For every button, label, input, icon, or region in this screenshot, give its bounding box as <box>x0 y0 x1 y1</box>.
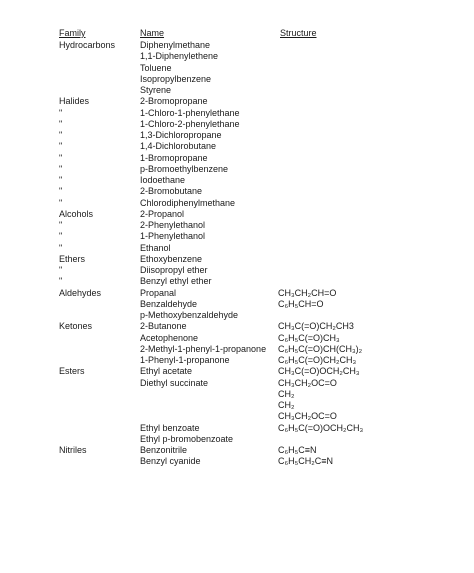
family-cell: Ketones <box>59 321 93 332</box>
name-cell: p-Bromoethylbenzene <box>140 163 229 174</box>
table-row <box>0 299 474 310</box>
family-cell: " <box>59 118 63 129</box>
name-cell: 1-Phenyl-1-propanone <box>140 355 230 365</box>
family-cell: " <box>59 186 63 197</box>
name-cell: Chlorodiphenylmethane <box>140 197 236 208</box>
table-row <box>0 355 474 366</box>
family-cell: Ethers <box>59 253 86 264</box>
name-cell: Toluene <box>140 62 172 73</box>
table-row <box>0 164 474 175</box>
name-cell: p-Methoxybenzaldehyde <box>140 310 239 320</box>
structure-cell: CH₃C(=O)OCH₂CH₃ <box>278 366 360 377</box>
name-cell: 2-Butanone <box>140 321 187 332</box>
table-row <box>0 63 474 74</box>
table-row <box>0 321 474 332</box>
family-cell: " <box>59 265 63 275</box>
name-cell: Iodoethane <box>140 175 186 185</box>
name-cell: 1-Chloro-1-phenylethane <box>140 107 240 118</box>
column-header-name: Name <box>140 28 165 38</box>
structure-cell: C₆H₅CH₂C≡N <box>278 456 333 467</box>
structure-cell: C₆H₅C(=O)OCH₂CH₃ <box>278 422 364 433</box>
name-cell: Benzyl cyanide <box>140 456 201 467</box>
structure-cell: C₆H₅C≡N <box>278 445 317 455</box>
family-cell: " <box>59 152 63 163</box>
name-cell: Isopropylbenzene <box>140 73 212 84</box>
table-row <box>0 378 474 389</box>
table-row <box>0 51 474 62</box>
name-cell: Styrene <box>140 85 172 95</box>
structure-cell: C₆H₅C(=O)CH₃ <box>278 332 340 343</box>
table-row <box>0 119 474 130</box>
table-row <box>0 333 474 344</box>
name-cell: Ethyl benzoate <box>140 422 200 433</box>
column-header-family: Family <box>59 28 86 38</box>
structure-cell: C₆H₅C(=O)CH(CH₃)₂ <box>278 343 363 354</box>
name-cell: 2-Propanol <box>140 208 185 219</box>
name-cell: Benzonitrile <box>140 445 188 455</box>
family-cell: Halides <box>59 96 90 107</box>
name-cell: Ethoxybenzene <box>140 253 203 264</box>
family-cell: " <box>59 276 63 287</box>
table-row <box>0 175 474 186</box>
family-cell: Alcohols <box>59 208 94 219</box>
table-row <box>0 389 474 400</box>
family-cell: Nitriles <box>59 445 87 455</box>
name-cell: 2-Phenylethanol <box>140 220 206 230</box>
table-row <box>0 153 474 164</box>
name-cell: Ethyl p-bromobenzoate <box>140 433 234 444</box>
name-cell: 1,1-Diphenylethene <box>140 51 219 62</box>
structure-cell: CH₂ <box>278 388 295 399</box>
name-cell: 1-Phenylethanol <box>140 231 206 242</box>
structure-cell: C₆H₅CH=O <box>278 298 324 309</box>
structure-cell: CH₃CH₂OC=O <box>278 377 337 388</box>
table-row <box>0 423 474 434</box>
family-cell: Hydrocarbons <box>59 40 116 50</box>
table-row <box>0 265 474 276</box>
table-row <box>0 310 474 321</box>
name-cell: 1-Bromopropane <box>140 152 208 163</box>
structure-cell: CH₃CH₂OC=O <box>278 411 337 422</box>
family-cell: " <box>59 175 63 185</box>
family-cell: " <box>59 242 63 253</box>
table-row <box>0 198 474 209</box>
name-cell: Propanal <box>140 287 177 298</box>
table-row <box>0 141 474 152</box>
name-cell: Diethyl succinate <box>140 377 209 388</box>
table-row <box>0 434 474 445</box>
table-row <box>0 276 474 287</box>
column-header-structure: Structure <box>280 28 317 38</box>
table-row <box>0 231 474 242</box>
table-row <box>0 445 474 456</box>
table-row <box>0 40 474 51</box>
structure-cell: CH₂ <box>278 400 295 410</box>
table-row <box>0 344 474 355</box>
name-cell: Acetophenone <box>140 332 199 343</box>
name-cell: 2-Methyl-1-phenyl-1-propanone <box>140 343 267 354</box>
table-row <box>0 96 474 107</box>
name-cell: Diisopropyl ether <box>140 265 208 275</box>
structure-cell: CH₃CH₂CH=O <box>278 287 337 298</box>
table-row <box>0 108 474 119</box>
name-cell: Benzaldehyde <box>140 298 198 309</box>
table-row <box>0 74 474 85</box>
table-row <box>0 366 474 377</box>
structure-cell: C₆H₅C(=O)CH₂CH₃ <box>278 355 357 365</box>
name-cell: 1-Chloro-2-phenylethane <box>140 118 240 129</box>
name-cell: 2-Bromopropane <box>140 96 208 107</box>
family-cell: " <box>59 197 63 208</box>
compound-table <box>0 40 474 468</box>
family-cell: " <box>59 130 63 140</box>
table-row <box>0 130 474 141</box>
table-row <box>0 186 474 197</box>
family-cell: " <box>59 141 63 152</box>
name-cell: 1,3-Dichloropropane <box>140 130 222 140</box>
name-cell: Ethanol <box>140 242 171 253</box>
structure-cell: CH₃C(=O)CH₂CH3 <box>278 321 354 332</box>
table-row <box>0 411 474 422</box>
table-row <box>0 85 474 96</box>
family-cell: " <box>59 220 63 230</box>
name-cell: Diphenylmethane <box>140 40 211 50</box>
name-cell: 2-Bromobutane <box>140 186 203 197</box>
table-row <box>0 209 474 220</box>
table-row <box>0 456 474 467</box>
family-cell: Aldehydes <box>59 287 102 298</box>
name-cell: 1,4-Dichlorobutane <box>140 141 217 152</box>
name-cell: Ethyl acetate <box>140 366 193 377</box>
table-row <box>0 400 474 411</box>
family-cell: " <box>59 231 63 242</box>
table-row <box>0 254 474 265</box>
family-cell: Esters <box>59 366 85 377</box>
table-row <box>0 288 474 299</box>
table-row <box>0 220 474 231</box>
name-cell: Benzyl ethyl ether <box>140 276 212 287</box>
family-cell: " <box>59 107 63 118</box>
table-row <box>0 243 474 254</box>
family-cell: " <box>59 163 63 174</box>
